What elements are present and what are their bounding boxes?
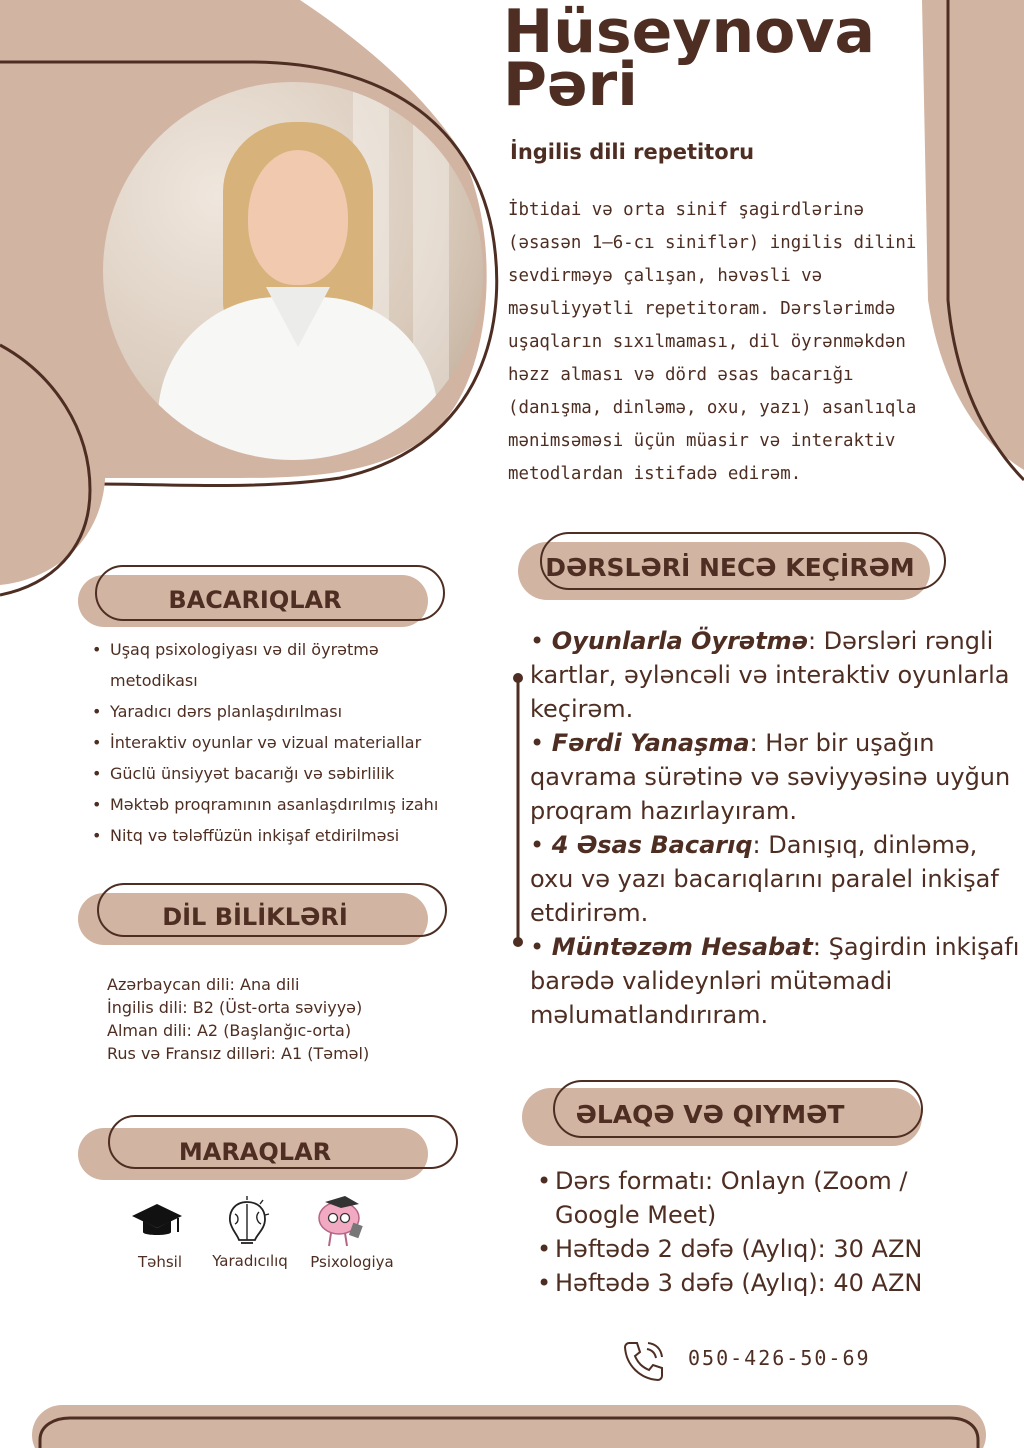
skill-item: • Məktəb proqramının asanlaşdırılmış izahı	[90, 789, 450, 820]
method-item-text: : Hər bir uşağın qavrama sürətinə və səviyyəsinə uyğun proqram hazırlayıram.	[530, 729, 1011, 825]
method-timeline-dot-top	[513, 673, 523, 683]
method-item-text: : Dərsləri rəngli kartlar, əyləncəli və interaktiv oyunlarla keçirəm.	[530, 627, 1010, 723]
skill-item: • İnteraktiv oyunlar və vizual materiallar	[90, 727, 450, 758]
method-title: DƏRSLƏRİ NECƏ KEÇİRƏM	[545, 553, 915, 582]
method-item	[530, 828, 1024, 930]
method-item-title: Müntəzəm Hesabat	[551, 933, 813, 961]
phone-icon	[620, 1337, 668, 1385]
language-item: Azərbaycan dili: Ana dili	[107, 975, 300, 994]
interest-label: Təhsil	[137, 1253, 183, 1271]
contact-item: • Həftədə 2 dəfə (Aylıq): 30 AZN	[535, 1232, 955, 1266]
skill-item: • Güclü ünsiyyət bacarığı və səbirlilik	[90, 758, 450, 789]
contact-list	[535, 1164, 955, 1300]
skill-item: • Nitq və tələffüzün inkişaf etdirilməsi	[90, 820, 450, 851]
name-line-1: Hüseynova	[503, 0, 875, 67]
full-name	[503, 0, 875, 120]
language-item: Rus və Fransız dilləri: A1 (Təməl)	[107, 1044, 370, 1063]
skills-list	[90, 634, 450, 851]
skill-item: • Yaradıcı dərs planlaşdırılması	[90, 696, 450, 727]
bullet: •	[530, 933, 552, 961]
bullet: •	[530, 729, 552, 757]
languages-title: DİL BİLİKLƏRİ	[162, 903, 348, 931]
bottom-tan-bar	[32, 1405, 986, 1448]
interest-label: Psixologiya	[310, 1253, 394, 1271]
languages-list	[107, 973, 369, 1065]
method-item-text: : Şagirdin inkişafı barədə valideynləri mütəmadi məlumatlandırıram.	[530, 933, 1020, 1029]
name-line-2: Pəri	[503, 50, 638, 120]
method-item-title: Oyunlarla Öyrətmə	[551, 627, 808, 655]
brain-character-icon	[315, 1196, 365, 1250]
language-item: İngilis dili: B2 (Üst-orta səviyyə)	[107, 998, 363, 1017]
skills-title: BACARIQLAR	[168, 586, 342, 614]
creative-brain-icon	[225, 1196, 271, 1248]
contact-item: • Dərs formatı: Onlayn (Zoom / Google Meet)	[535, 1164, 955, 1232]
method-item-title: Fərdi Yanaşma	[551, 729, 750, 757]
method-item	[530, 726, 1024, 828]
contact-title: ƏLAQƏ VƏ QIYMƏT	[575, 1100, 845, 1129]
bio-paragraph: İbtidai və orta sinif şagirdlərinə (əsasən 1–6-cı siniflər) ingilis dilini sevdirməyə çalışan, həvəsli və məsuliyyətli repetitoram. Dərslərimdə uşaqların sıxılmaması, dil öyrənməkdən həzz alması və dörd əsas bacarığı (danışma, dinləmə, oxu, yazı) asanlıqla mənimsəməsi üçün müasir və interaktiv metodlardan istifadə edirəm.	[508, 200, 917, 484]
interest-label: Yaradıcılıq	[212, 1252, 288, 1270]
profile-photo	[103, 82, 483, 460]
graduation-cap-icon	[130, 1200, 184, 1244]
job-title: İngilis dili repetitoru	[510, 140, 755, 164]
bullet: •	[530, 627, 552, 655]
interests-title: MARAQLAR	[178, 1138, 332, 1166]
phone-number[interactable]: 050-426-50-69	[688, 1346, 871, 1370]
method-item-title: 4 Əsas Bacarıq	[551, 831, 753, 859]
bullet: •	[530, 831, 552, 859]
method-item	[530, 624, 1024, 726]
method-timeline-dot-bottom	[513, 937, 523, 947]
method-list	[530, 624, 1024, 1032]
method-item	[530, 930, 1024, 1032]
contact-item: • Həftədə 3 dəfə (Aylıq): 40 AZN	[535, 1266, 955, 1300]
language-item: Alman dili: A2 (Başlanğıc-orta)	[107, 1021, 352, 1040]
method-item-text: : Danışıq, dinləmə, oxu və yazı bacarıqlarını paralel inkişaf etdirirəm.	[530, 831, 999, 927]
skill-item: • Uşaq psixologiyası və dil öyrətmə metodikası	[90, 634, 450, 696]
